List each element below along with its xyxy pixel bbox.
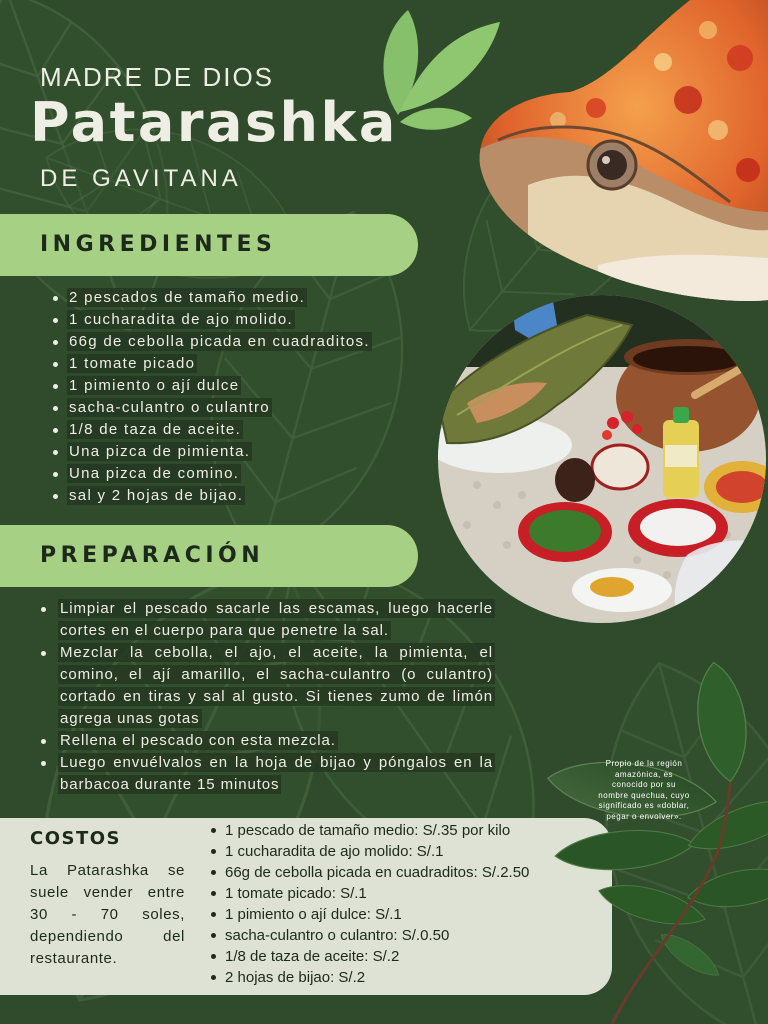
ingredient-item [48,331,428,353]
ingredient-item [48,441,428,463]
note-line: amazónica, es [614,769,674,779]
ingredient-item [48,397,428,419]
note-line: Propio de la región [605,759,683,768]
branch-leaf [655,926,724,983]
cost-item: 1 pimiento o ají dulce: S/.1 [206,904,606,925]
ingredient-text: sacha-culantro o culantro [69,399,270,416]
preparation-step [38,598,495,642]
page-subtitle: DE GAVITANA [40,165,242,192]
cost-item: 1 cucharadita de ajo molido: S/.1 [206,841,606,862]
preparation-heading: PREPARACIÓN [40,543,265,568]
note-line: pegar o envolver». [606,811,682,821]
cost-item: 1 pescado de tamaño medio: S/.35 por kilo [206,820,606,841]
preparation-header-bar [0,525,418,587]
bijao-branch-illustration [540,655,768,1024]
cost-item: 66g de cebolla picada en cuadraditos: S/.2.50 [206,862,606,883]
note-line: nombre quechua, cuyo [598,790,690,800]
ingredient-item [48,375,428,397]
ingredient-text: Una pizca de pimienta. [69,443,251,460]
ingredient-item [48,353,428,375]
preparation-list [38,598,495,796]
grilled-fish-photo [478,0,768,305]
dark-jar [555,458,595,502]
oil-bottle [663,407,699,498]
ingredient-text: 1 pimiento o ají dulce [69,377,240,394]
note-line: conocido por su [612,780,676,789]
step-text: Mezclar la cebolla, el ajo, el aceite, la pimienta, el comino, el ají amarillo, el sacha-culantro (o culantro) cortado en tiras y sal al gusto. Si tienes zumo de limón agrega unas gotas [60,644,493,727]
branch-leaf [595,876,709,934]
ingredient-item [48,419,428,441]
preparation-step [38,730,495,752]
cost-item: 1/8 de taza de aceite: S/.2 [206,946,606,967]
ingredients-header-bar [0,214,418,276]
costs-heading: COSTOS [30,828,122,849]
step-text: Limpiar el pescado sacarle las escamas, luego hacerle cortes en el cuerpo para que penetre la sal. [60,600,493,639]
ingredient-item [48,287,428,309]
leaf-icon [400,108,472,130]
preparation-step [38,752,495,796]
cost-item: 1 tomate picado: S/.1 [206,883,606,904]
bijao-note [584,759,704,822]
ingredient-item [48,309,428,331]
step-text: Rellena el pescado con esta mezcla. [60,732,336,749]
ingredient-text: sal y 2 hojas de bijao. [69,487,244,504]
branch-leaf [685,861,768,914]
rice-plate [572,568,672,612]
note-line: significado es «doblar, [598,801,690,810]
fish-eye [588,141,636,189]
page-title: Patarashka [30,91,398,154]
cost-item: sacha-culantro o culantro: S/.0.50 [206,925,606,946]
cost-item: 2 hojas de bijao: S/.2 [206,967,606,988]
ingredients-heading: INGREDIENTES [40,232,277,257]
ingredient-item [48,485,428,507]
ingredients-list [48,287,428,507]
ingredient-text: Una pizca de comino. [69,465,240,482]
ingredient-text: 1/8 de taza de aceite. [69,421,242,438]
ingredient-text: 1 cucharadita de ajo molido. [69,311,294,328]
region-label: MADRE DE DIOS [40,62,275,92]
ingredient-text: 1 tomate picado [69,355,196,372]
red-bowl-herbs [518,502,612,562]
costs-description: La Patarashka se suele vender entre 30 - 70 soles, dependiendo del restaurante. [30,862,185,967]
ingredient-text: 2 pescados de tamaño medio. [69,289,306,306]
step-text: Luego envuélvalos en la hoja de bijao y póngalos en la barbacoa durante 15 minutos [60,754,493,793]
ingredient-item [48,463,428,485]
preparation-step [38,642,495,730]
cooking-scene-photo [437,295,768,625]
ingredient-text: 66g de cebolla picada en cuadraditos. [69,333,370,350]
branch-leaf [554,825,697,875]
